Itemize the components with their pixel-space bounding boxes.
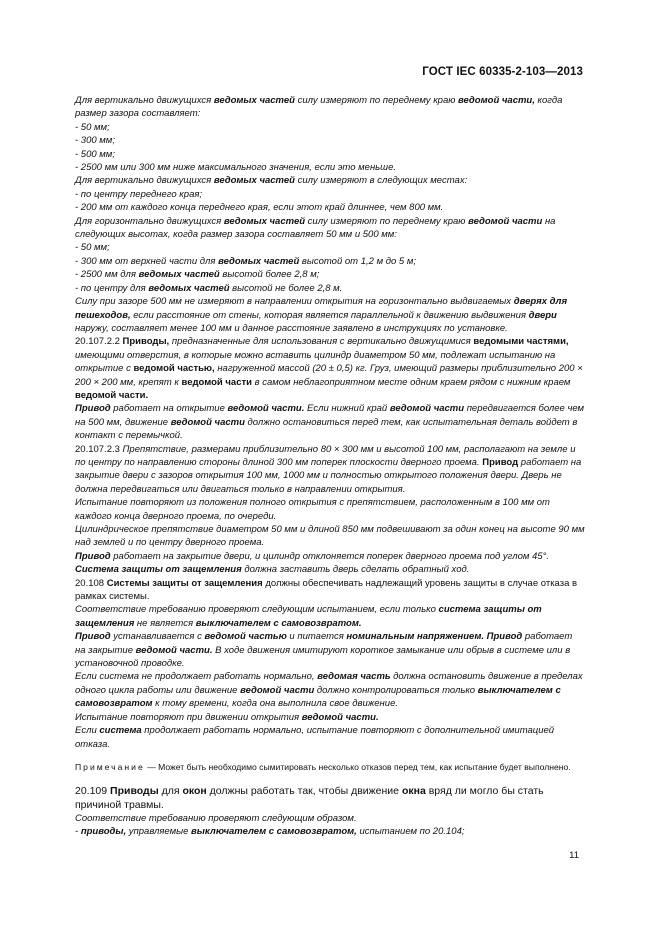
paragraph: [75, 550, 585, 577]
text-run: Соответствие требованию проверяют следующим испытанием, если только: [75, 604, 439, 616]
text-run: управляемые: [126, 826, 192, 838]
text-run: система защиты от защемления: [75, 604, 542, 629]
text-run: Испытание повторяют из положения полного открытия с препятствием, расположенным в 100 мм от каждого конца дверного проема, по очереди.: [75, 497, 550, 522]
text-run: Для вертикально движущихся: [75, 175, 214, 187]
note-paragraph: [75, 761, 585, 773]
text-run: работает на закрытие двери, и цилиндр отклоняется поперек дверного проема под углом 45°.: [110, 550, 550, 562]
text-run: Если нижний край: [304, 403, 390, 415]
text-run: Соответствие требованию проверяют следующим образом.: [75, 812, 357, 824]
text-run: Испытание повторяют при движении открытия: [75, 711, 302, 723]
paragraph: [75, 188, 585, 201]
text-run: Системы защиты от защемления: [106, 577, 263, 589]
text-run: ведомой части: [240, 684, 315, 696]
text-run: 20.107.2.2: [75, 336, 123, 348]
text-run: должно контролироваться только: [314, 684, 478, 696]
text-run: выключателем с самовозвратом: [75, 684, 561, 710]
paragraph: [75, 825, 585, 838]
text-run: ведомой части: [389, 403, 465, 415]
text-run: 20.109: [75, 784, 111, 797]
text-run: ведомых частей: [218, 255, 300, 267]
text-run: номинальным напряжением. Привод: [346, 631, 523, 643]
paragraph: [75, 174, 585, 187]
paragraph: [75, 496, 585, 523]
paragraph: [75, 603, 585, 630]
text-run: испытанием по 20.104;: [356, 826, 465, 838]
text-run: ведомых частей: [213, 95, 295, 106]
paragraph: [75, 443, 585, 497]
text-run: - 300 мм;: [75, 135, 115, 147]
text-run: предназначенные для использования с вертикально движущимися: [169, 336, 474, 348]
text-run: ведомых частей: [223, 215, 306, 227]
paragraph: [75, 121, 585, 134]
paragraph: [75, 812, 585, 825]
text-run: должны обеспечивать надлежащий уровень защиты в случае отказа в рамках системы.: [75, 577, 578, 603]
text-run: -: [75, 826, 81, 838]
paragraph: [75, 711, 585, 724]
text-run: - 50 мм;: [75, 242, 110, 254]
text-run: ведомой части: [181, 376, 252, 388]
paragraph: [75, 724, 585, 751]
text-run: - 300 мм от верхней части для: [75, 255, 219, 267]
text-run: приводы,: [80, 826, 127, 838]
text-run: Препятствие, размерами приблизительно 80 × 300 мм и высотой 100 мм, располагают на земле и по центру по направлению стороны длиной 300 мм поперек плоскости дверного проема.: [75, 443, 576, 468]
text-run: - 50 мм;: [75, 121, 110, 133]
text-run: Привод: [75, 631, 111, 643]
text-run: дверях для пешеходов,: [75, 296, 568, 321]
text-run: силу измеряют по переднему краю: [294, 95, 459, 106]
text-run: двери: [528, 309, 557, 321]
text-run: система: [99, 725, 142, 737]
text-run: в самом неблагоприятном месте одним краем рядом с нижним краем: [251, 376, 571, 388]
text-run: - 2500 мм или 300 мм ниже максимального значения, если это меньше.: [75, 162, 396, 174]
text-run: должно остановиться перед тем, как испытательная деталь войдет в контакт с перемычкой.: [75, 416, 578, 442]
text-run: ведомой части.: [135, 644, 213, 656]
text-run: Для вертикально движущихся: [75, 95, 214, 106]
text-run: ведомыми частями,: [473, 336, 569, 348]
text-run: высотой не более 2,8 м.: [229, 282, 343, 294]
text-run: Если система не продолжает работать нормально,: [75, 671, 318, 683]
text-run: ведомой части: [170, 416, 245, 428]
text-run: Если: [75, 725, 100, 737]
paragraph: [75, 577, 585, 604]
text-run: - по центру переднего края;: [75, 188, 203, 200]
paragraph: [75, 268, 585, 281]
text-run: силу измеряют в следующих местах:: [294, 175, 468, 187]
text-run: выключателем с самовозвратом.: [195, 617, 362, 629]
text-run: работает на закрытие двери с зазоров открытия 100 мм, 1000 мм и полностью открытого положения двери. Дверь не должна передвигаться или двигаться только в направлении открытия.: [75, 456, 582, 495]
text-run: ведомой части.: [227, 403, 305, 415]
text-run: 20.107.2.3: [75, 443, 123, 455]
page-number: 11: [569, 850, 579, 861]
text-run: Приводы,: [122, 336, 170, 348]
text-run: ведомой частью,: [133, 363, 215, 375]
text-run: передвигается более чем на 500 мм, движение: [75, 403, 585, 428]
paragraph: [75, 784, 585, 812]
text-run: ведомая часть: [317, 671, 391, 683]
text-run: высотой от 1,2 м до 5 м;: [299, 255, 416, 267]
text-run: - 500 мм;: [75, 148, 115, 160]
text-run: ведомой части.: [301, 711, 379, 723]
paragraph: [75, 241, 585, 254]
text-run: должны работать так, чтобы движение: [206, 784, 402, 797]
text-run: — Может быть необходимо сымитировать несколько отказов перед тем, как испытание будет выполнено.: [144, 761, 571, 772]
text-run: нагруженной массой (20 ± 0,5) кг. Груз, имеющий размеры приблизительно 200 × 200 × 200 мм, крепят к: [75, 363, 583, 388]
text-run: к тому времени, когда она выполнила свое движение.: [152, 698, 398, 710]
paragraph: [75, 670, 585, 710]
text-run: выключателем с самовозвратом,: [191, 826, 357, 838]
paragraph: [75, 335, 585, 402]
paragraph: [75, 402, 585, 442]
text-run: вряд ли могло бы стать причиной травмы.: [75, 784, 544, 811]
text-run: 20.108: [75, 577, 107, 589]
text-run: Силу при зазоре 500 мм не измеряют в направлении открытия на горизонтально выдвигаемых: [75, 296, 514, 308]
paragraph: [75, 282, 585, 295]
text-run: должна остановить движение в пределах одного цикла работы или движение: [75, 671, 583, 696]
paragraph: [75, 148, 585, 161]
text-run: ведомой части: [468, 215, 543, 227]
text-run: В ходе движения имитируют короткое замыкание или обрыв в системе или в установочной проводке.: [75, 644, 571, 670]
paragraph: [75, 161, 585, 174]
text-run: работает на открытие: [110, 403, 228, 415]
text-run: ведомой части.: [75, 389, 149, 401]
text-run: Привод: [482, 456, 519, 468]
text-run: Примечание: [75, 761, 145, 772]
page-body: [75, 94, 585, 839]
text-run: для: [158, 784, 183, 797]
text-run: должна заставить дверь сделать обратный ход.: [241, 564, 470, 576]
text-run: ведомой частью: [204, 631, 287, 643]
text-run: ведомых частей: [213, 175, 295, 187]
text-run: Для горизонтально движущихся: [75, 215, 224, 227]
text-run: работает на закрытие: [75, 631, 573, 656]
document-header: ГОСТ IEC 60335-2-103—2013: [422, 66, 583, 78]
text-run: когда размер зазора составляет:: [75, 95, 563, 120]
text-run: окна: [401, 784, 426, 797]
text-run: ведомых частей: [148, 282, 230, 294]
text-run: и питается: [286, 631, 347, 643]
paragraph: [75, 94, 585, 121]
paragraph: [75, 215, 585, 242]
text-run: если расстояние от стены, которая является параллельной к движению выдвижения: [130, 309, 529, 321]
paragraph: [75, 134, 585, 147]
paragraph: [75, 201, 585, 214]
text-run: ведомой части,: [458, 95, 535, 106]
text-run: ведомых частей: [138, 269, 220, 281]
text-run: окон: [182, 784, 207, 797]
text-run: - 2500 мм для: [75, 269, 139, 281]
text-run: Приводы: [110, 784, 159, 797]
text-run: - по центру для: [75, 282, 149, 294]
text-run: Привод: [75, 403, 111, 415]
text-run: наружу, составляет менее 100 мм и данное расстояние заявлено в инструкциях по установке.: [75, 322, 508, 334]
paragraph: [75, 630, 585, 670]
text-run: Система защиты от защемления: [75, 564, 242, 576]
text-run: высотой более 2,8 м;: [219, 269, 320, 281]
text-run: Привод: [75, 550, 111, 562]
text-run: Цилиндрическое препятствие диаметром 50 мм и длиной 850 мм подвешивают за один конец на высоте 90 мм над землей и по центру дверного проема.: [75, 524, 585, 549]
text-run: - 200 мм от каждого конца переднего края, если этот край длиннее, чем 800 мм.: [75, 202, 444, 214]
text-run: устанавливается с: [110, 631, 205, 643]
text-run: силу измеряют по переднему краю: [305, 215, 469, 227]
paragraph: [75, 523, 585, 550]
text-run: имеющими отверстия, в которые можно вставить цилиндр диаметром 50 мм, подлежат испытанию на открытие с: [75, 349, 556, 375]
text-run: на следующих высотах, когда размер зазора составляет 50 мм и 500 мм:: [75, 215, 556, 241]
paragraph: [75, 255, 585, 268]
text-run: продолжает работать нормально, испытание повторяют с дополнительной имитацией отказа.: [75, 725, 555, 750]
text-run: не является: [134, 617, 196, 629]
paragraph: [75, 295, 585, 335]
